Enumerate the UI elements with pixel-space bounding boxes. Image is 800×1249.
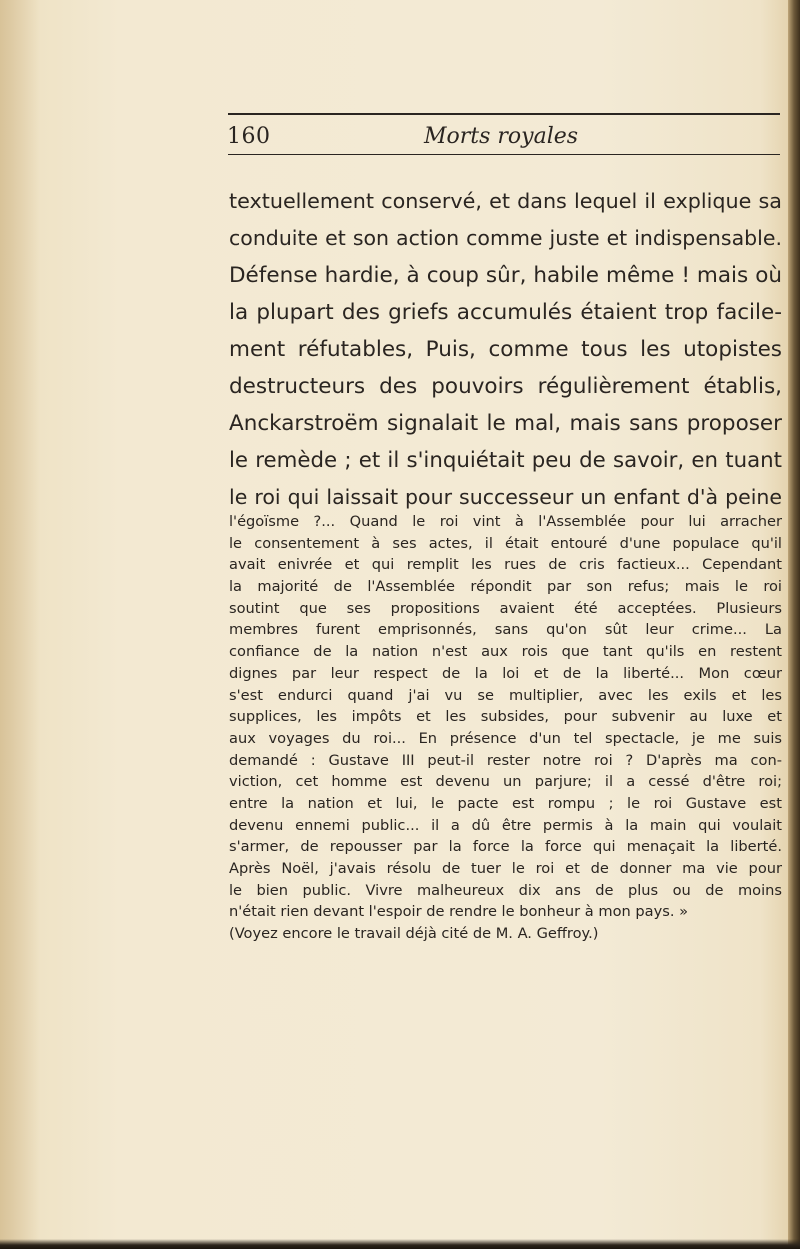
page-number: 160 — [227, 124, 271, 149]
body-line: ment réfutables, Puis, comme tous les utopistes — [229, 337, 782, 362]
running-title: Morts royales — [424, 124, 579, 149]
footnote-line: avait enivrée et qui remplit les rues de cris factieux... Cependant — [229, 556, 782, 574]
body-line: Défense hardie, à coup sûr, habile même ! mais où — [229, 263, 782, 288]
body-line: Anckarstroëm signalait le mal, mais sans proposer — [229, 411, 782, 436]
footnote-line: n'était rien devant l'espoir de rendre le bonheur à mon pays. » — [229, 903, 689, 921]
footnote-line: dignes par leur respect de la loi et de la liberté... Mon cœur — [229, 664, 782, 682]
footnote-text — [229, 511, 782, 945]
body-line: la plupart des griefs accumulés étaient trop facile- — [229, 300, 782, 325]
body-line: le remède ; et il s'inquiétait peu de savoir, en tuant — [229, 448, 782, 473]
footnote-line: le bien public. Vivre malheureux dix ans de plus ou de moins — [229, 881, 782, 899]
footnote-line: membres furent emprisonnés, sans qu'on sût leur crime... La — [229, 621, 782, 639]
header-rule-bottom — [228, 154, 780, 155]
footnote-line: la majorité de l'Assemblée répondit par son refus; mais le roi — [229, 578, 782, 596]
body-text — [229, 183, 782, 516]
header-rule-top — [228, 113, 780, 115]
page-gutter-shadow — [0, 0, 40, 1249]
footnote-line: aux voyages du roi... En présence d'un tel spectacle, je me suis — [229, 729, 782, 747]
footnote-line: demandé : Gustave III peut-il rester notre roi ? D'après ma con- — [229, 751, 782, 769]
footnote-line: Après Noël, j'avais résolu de tuer le roi et de donner ma vie pour — [229, 860, 782, 877]
footnote-line: devenu ennemi public... il a dû être permis à la main qui voulait — [229, 816, 782, 834]
body-line: conduite et son action comme juste et indispensable. — [229, 226, 782, 250]
footnote-line: entre la nation et lui, le pacte est rompu ; le roi Gustave est — [229, 794, 782, 812]
footnote-line: soutint que ses propositions avaient été acceptées. Plusieurs — [229, 599, 782, 617]
body-line: textuellement conservé, et dans lequel il explique sa — [229, 189, 782, 213]
footnote-line: le consentement à ses actes, il était entouré d'une populace qu'il — [229, 534, 782, 552]
footnote-line: confiance de la nation n'est aux rois que tant qu'ils en restent — [229, 643, 782, 661]
footnote-line: (Voyez encore le travail déjà cité de M. A. Geffroy.) — [229, 925, 599, 943]
footnote-line: s'est endurci quand j'ai vu se multiplier, avec les exils et les — [229, 686, 782, 704]
footnote-line: l'égoïsme ?... Quand le roi vint à l'Assemblée pour lui arracher — [229, 513, 782, 530]
page-edge-right — [788, 0, 800, 1249]
footnote-line: s'armer, de repousser par la force la force qui menaçait la liberté. — [229, 838, 782, 856]
footnote-line: supplices, les impôts et les subsides, pour subvenir au luxe et — [229, 708, 782, 726]
footnote-line: viction, cet homme est devenu un parjure; il a cessé d'être roi; — [229, 773, 782, 791]
page-edge-bottom — [0, 1239, 800, 1249]
body-line: le roi qui laissait pour successeur un enfant d'à peine — [229, 485, 782, 509]
body-line: destructeurs des pouvoirs régulièrement établis, — [229, 374, 782, 399]
